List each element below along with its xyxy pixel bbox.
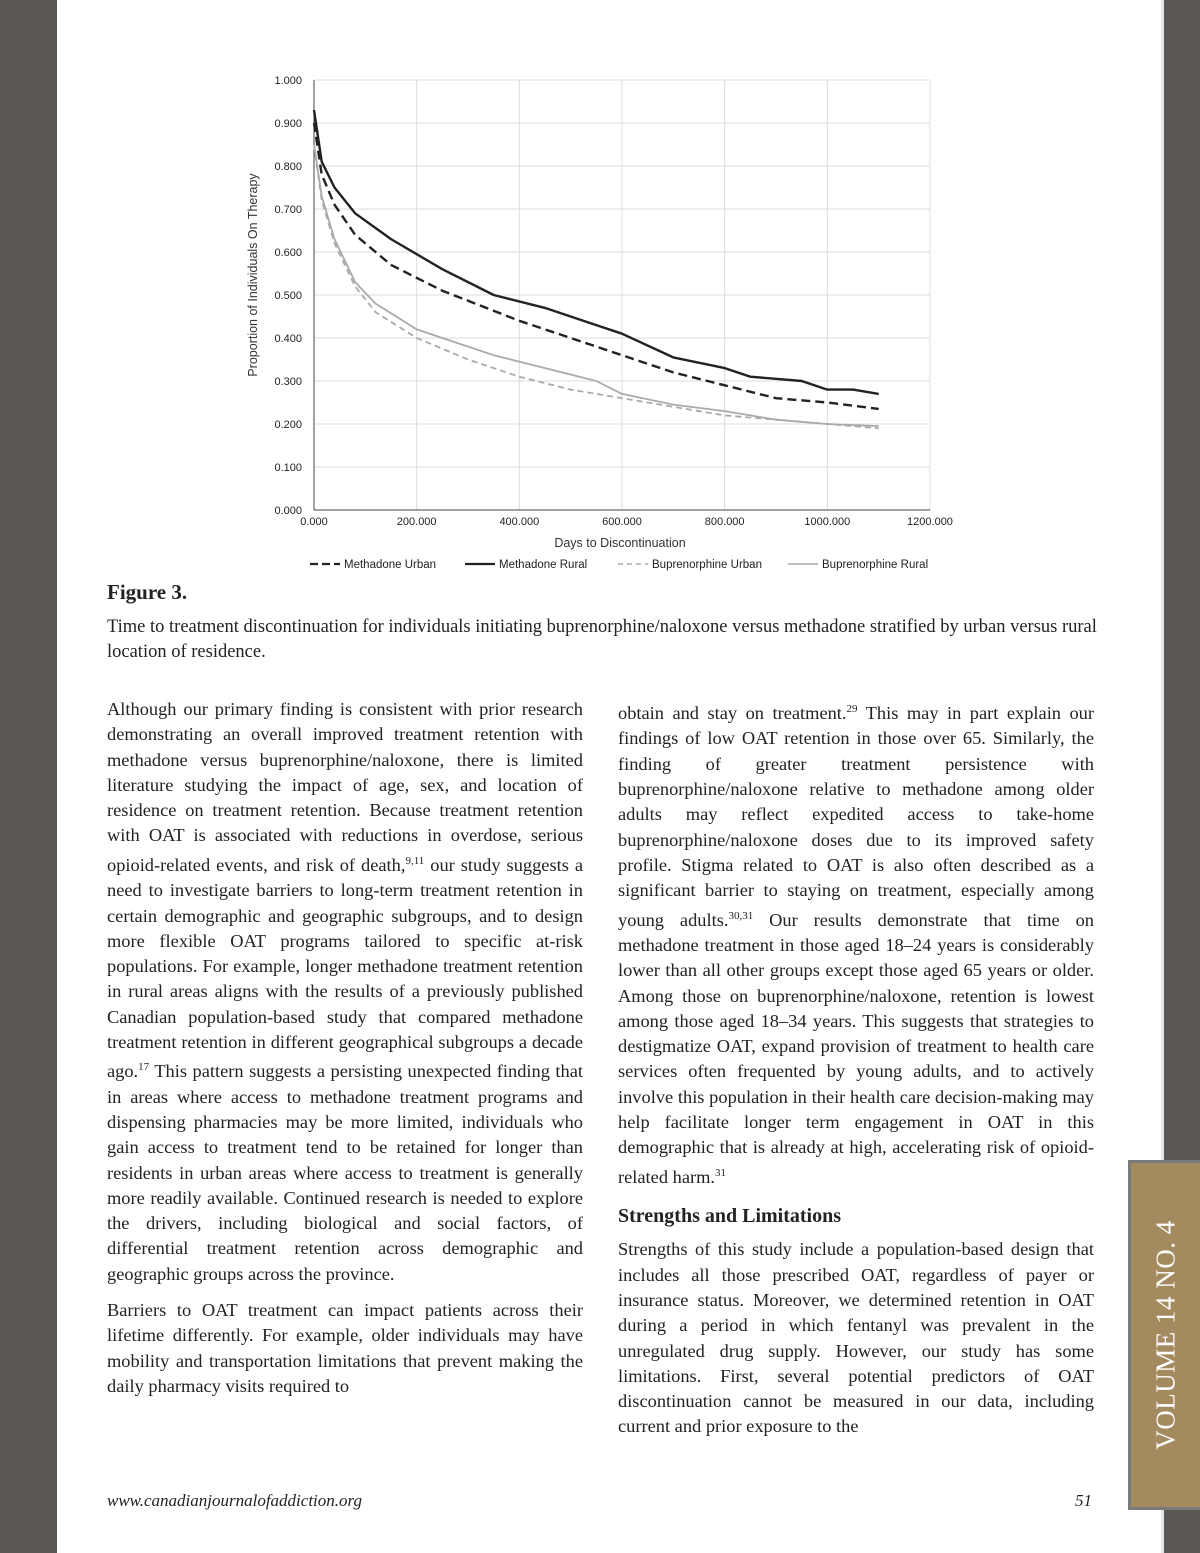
series-line-buprenorphine-urban [314, 145, 879, 429]
y-tick-label: 0.000 [274, 505, 302, 517]
legend-label: Buprenorphine Rural [822, 559, 929, 571]
y-tick-label: 0.800 [274, 161, 302, 173]
y-axis-label: Proportion of Individuals On Therapy [246, 173, 260, 377]
figure-label: Figure 3. [107, 580, 188, 604]
y-tick-label: 0.300 [274, 376, 302, 388]
y-tick-label: 0.600 [274, 247, 302, 259]
y-tick-label: 0.900 [274, 118, 302, 130]
page-number: 51 [1075, 1491, 1092, 1510]
paragraph: Strengths of this study include a population-based design that includes all those prescribed OAT, regardless of payer or insurance status. Moreover, we determined retention in OAT during a period in which fentanyl was prevalent in the unregulated drug supply. However, our study has some limitations. First, several potential predictors of OAT discontinuation cannot be measured in our data, including current and prior exposure to the [618, 1239, 1094, 1437]
figure-caption: Time to treatment discontinuation for individuals initiating buprenorphine/naloxone versus methadone stratified by urban versus rural location of residence. [107, 617, 1097, 662]
left-column [107, 697, 583, 1410]
paragraph: Although our primary finding is consistent with prior research demonstrating an overall improved treatment retention with methadone versus buprenorphine/naloxone, there is limited literature studying the impact of age, sex, and location of residence on treatment retention. Because treatment retention with OAT is associated with reductions in overdose, serious opioid-related events, and risk of death,$^{9,11}$ our study suggests a need to investigate barriers to long-term treatment retention in certain demographic and geographic subgroups, and to design more flexible OAT programs tailored to specific at-risk populations. For example, longer methadone treatment retention in rural areas aligns with the results of a previously published Canadian population-based study that compared methadone treatment retention in different geographical subgroups a decade ago.$^{17}$ This pattern suggests a persisting unexpected finding that in areas where access to methadone treatment programs and dispensing pharmacies may be more limited, individuals who gain access to treatment tend to be retained for longer than residents in urban areas where access to treatment is generally more readily available. Continued research is needed to explore the drivers, including biological and social factors, of differential treatment retention across demographic and geographic groups across the province. [107, 699, 583, 1284]
series-line-buprenorphine-rural [314, 145, 879, 427]
x-tick-label: 1200.000 [907, 516, 953, 528]
legend-label: Buprenorphine Urban [652, 559, 762, 571]
y-tick-label: 0.100 [274, 462, 302, 474]
x-tick-label: 400.000 [499, 516, 540, 528]
y-tick-label: 0.500 [274, 290, 302, 302]
legend-label: Methadone Urban [344, 559, 437, 571]
right-column [618, 697, 1094, 1451]
volume-label: VOLUME 14 NO. 4 [1150, 1220, 1180, 1450]
legend-label: Methadone Rural [499, 559, 588, 571]
x-tick-label: 600.000 [602, 516, 642, 528]
x-axis-label: Days to Discontinuation [554, 536, 686, 550]
y-tick-label: 0.700 [274, 204, 302, 216]
left-margin-bar [0, 0, 57, 1553]
footer-url[interactable]: www.canadianjournalofaddiction.org [107, 1491, 363, 1510]
section-heading: Strengths and Limitations [618, 1205, 842, 1228]
paragraph: obtain and stay on treatment.$^{29}$ This may in part explain our findings of low OAT retention in those over 65. Similarly, the finding of greater treatment persistence with buprenorphine/naloxone relative to methadone among older adults may reflect expedited access to take-home buprenorphine/naloxone doses due to its improved safety profile. Stigma related to OAT is also often described as a significant barrier to staying on treatment, especially among young adults.$^{30,31}$ Our results demonstrate that time on methadone treatment in those aged 18–24 years is considerably lower than all other groups except those aged 65 years or older. Among those on buprenorphine/naloxone, retention is lowest among those aged 18–34 years. This suggests that strategies to destigmatize OAT, expand provision of treatment to health care services often frequented by young adults, and to actively involve this population in their health care decision-making may help facilitate longer term engagement in OAT in this demographic that is already at high, accelerating risk of opioid-related harm.$^{31}$ [618, 703, 1094, 1187]
volume-tab [1128, 1160, 1200, 1510]
x-tick-label: 0.000 [300, 516, 328, 528]
kaplan-meier-chart [240, 65, 980, 580]
paragraph: Barriers to OAT treatment can impact patients across their lifetime differently. For example, older individuals may have mobility and transportation limitations that prevent making the daily pharmacy visits required to [107, 1300, 583, 1396]
x-tick-label: 200.000 [396, 516, 437, 528]
y-tick-label: 1.000 [274, 75, 302, 87]
y-tick-label: 0.400 [274, 333, 302, 345]
x-tick-label: 1000.000 [804, 516, 851, 528]
y-tick-label: 0.200 [274, 419, 302, 431]
x-tick-label: 800.000 [704, 516, 745, 528]
